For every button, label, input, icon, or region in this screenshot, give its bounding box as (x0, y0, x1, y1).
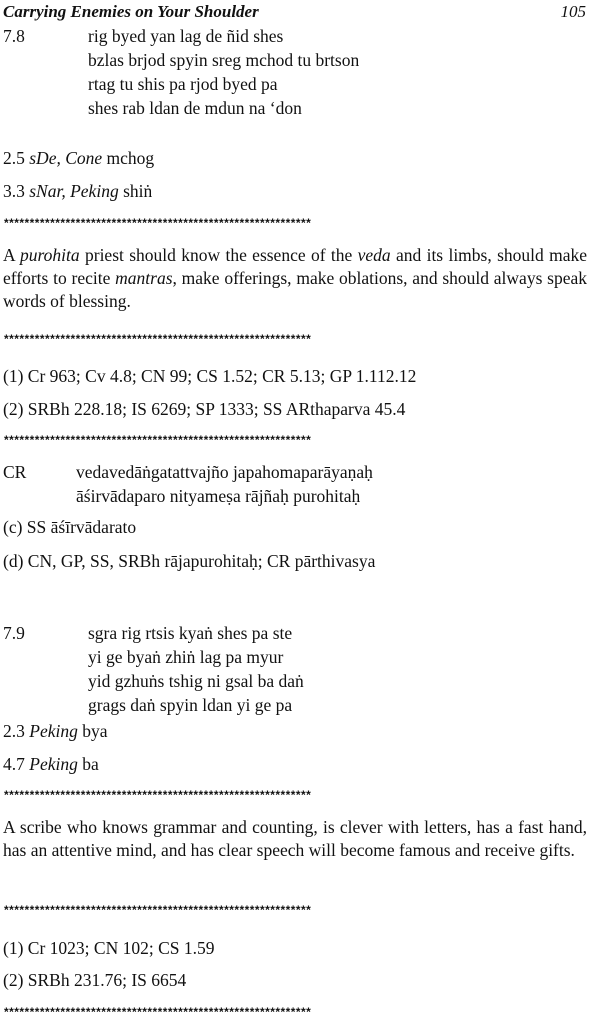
separator: ************************************************************ (4, 433, 312, 447)
sanskrit-line: āśirvādaparo nityameṣa rājñaḥ purohitaḥ (76, 486, 361, 506)
verse-number: 7.9 (3, 623, 25, 643)
sanskrit-line: vedavedāṅgatattvajño japahomaparāyaṇaḥ (76, 462, 373, 482)
verse-line: grags daṅ spyin ldan yi ge pa (88, 695, 293, 715)
translation-7-9: A scribe who knows grammar and counting, is clever with letters, has a fast hand, has an attentive mind, and has clear speech will become famous and receive gifts. (3, 817, 587, 860)
reference-line: (2) SRBh 231.76; IS 6654 (3, 970, 187, 990)
reference-line: (1) Cr 1023; CN 102; CS 1.59 (3, 938, 215, 958)
translation-7-8: A purohita priest should know the essence of the veda and its limbs, should make efforts to recite mantras, make offerings, make oblations, and should always speak words of blessing. (3, 245, 587, 311)
verse-line: sgra rig rtsis kyaṅ shes pa ste (88, 623, 293, 643)
running-title: Carrying Enemies on Your Shoulder (3, 2, 259, 21)
separator: ************************************************************ (4, 216, 312, 230)
verse-line: rtag tu shis pa rjod byed pa (88, 74, 278, 94)
verse-line: rig byed yan lag de ñid shes (88, 26, 284, 46)
reference-line: (2) SRBh 228.18; IS 6269; SP 1333; SS ARthaparva 45.4 (3, 399, 406, 419)
separator: ************************************************************ (4, 332, 312, 346)
sanskrit-source-label: CR (3, 462, 27, 482)
variant-note: 2.5 sDe, Cone mchog (3, 148, 155, 168)
running-header (3, 2, 586, 22)
verse-line: shes rab ldan de mdun na ‘don (88, 98, 302, 118)
sanskrit-note: (c) SS āśīrvādarato (3, 517, 137, 537)
sanskrit-note: (d) CN, GP, SS, SRBh rājapurohitaḥ; CR pārthivasya (3, 551, 376, 571)
separator: ************************************************************ (4, 903, 312, 917)
separator: ************************************************************ (4, 1005, 312, 1019)
variant-note: 2.3 Peking bya (3, 721, 108, 741)
verse-number: 7.8 (3, 26, 25, 46)
variant-note: 4.7 Peking ba (3, 754, 99, 774)
variant-note: 3.3 sNar, Peking shiṅ (3, 181, 153, 201)
verse-line: yi ge byaṅ zhiṅ lag pa myur (88, 647, 284, 667)
separator: ************************************************************ (4, 788, 312, 802)
verse-line: bzlas brjod spyin sreg mchod tu brtson (88, 50, 360, 70)
reference-line: (1) Cr 963; Cv 4.8; CN 99; CS 1.52; CR 5.13; GP 1.112.12 (3, 366, 417, 386)
verse-line: yid gzhuṅs tshig ni gsal ba daṅ (88, 671, 304, 691)
page-number: 105 (560, 2, 586, 21)
